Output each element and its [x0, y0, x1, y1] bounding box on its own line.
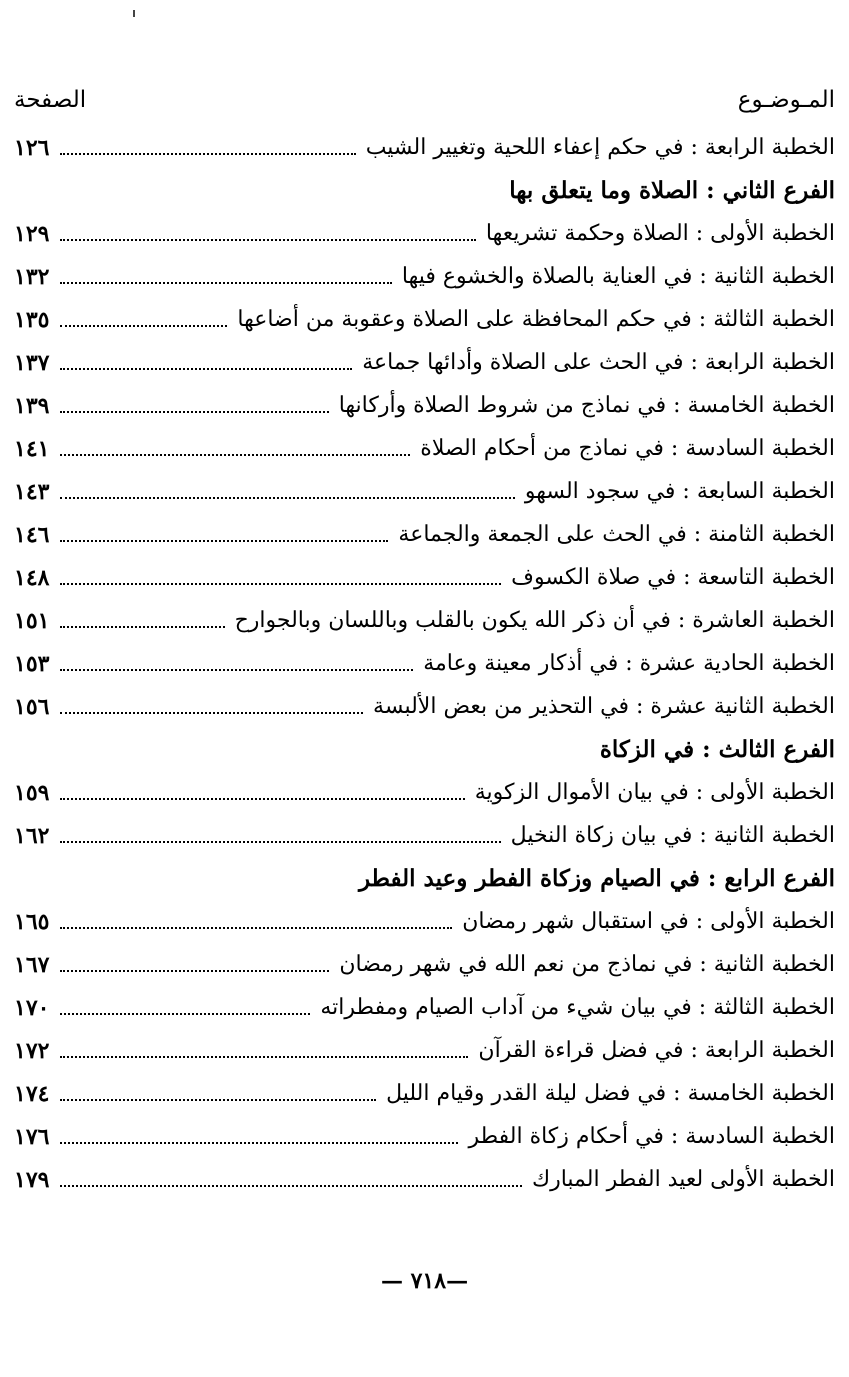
topic-column-label: المـوضـوع [737, 87, 835, 113]
toc-entry-title: الخطبة التاسعة : في صلاة الكسوف [511, 565, 835, 590]
toc-entry [14, 1072, 835, 1115]
toc-entry-page: ١٧٠ [14, 994, 50, 1021]
toc-entry [14, 513, 835, 556]
toc-entry-title: الخطبة الأولى : في استقبال شهر رمضان [462, 909, 835, 934]
dot-leader [60, 626, 225, 628]
toc-entry-title: الخطبة الثالثة : في حكم المحافظة على الصلاة وعقوبة من أضاعها [237, 307, 835, 332]
dot-leader [60, 282, 392, 284]
toc-entry-title: الخطبة الأولى : في بيان الأموال الزكوية [474, 780, 835, 805]
toc-entry-page: ١٤٣ [14, 478, 50, 505]
toc-entry [14, 427, 835, 470]
toc-entry-title: الخطبة الرابعة : في حكم إعفاء اللحية وتغيير الشيب [365, 135, 835, 160]
toc-section-title: الفرع الثالث : في الزكاة [599, 736, 835, 763]
toc-entry-page: ١٧٢ [14, 1037, 50, 1064]
toc-entry [14, 1029, 835, 1072]
dot-leader [60, 1185, 522, 1187]
toc-entry-page: ١٤٦ [14, 521, 50, 548]
toc-entry-title: الخطبة الرابعة : في فضل قراءة القرآن [478, 1038, 835, 1063]
toc-entry-page: ١٥٦ [14, 693, 50, 720]
toc-entry-title: الخطبة الحادية عشرة : في أذكار معينة وعامة [423, 651, 835, 676]
toc-entry [14, 900, 835, 943]
toc-entry-title: الخطبة الخامسة : في فضل ليلة القدر وقيام الليل [386, 1081, 835, 1106]
toc-entry-page: ١٦٥ [14, 908, 50, 935]
dot-leader [60, 798, 465, 800]
toc-entry [14, 599, 835, 642]
toc-entry-page: ١٣٩ [14, 392, 50, 419]
toc-entry-page: ١٢٦ [14, 134, 50, 161]
toc-entry-page: ١٣٥ [14, 306, 50, 333]
toc-entry-page: ١٥١ [14, 607, 50, 634]
toc-entry [14, 384, 835, 427]
toc-entry-title: الخطبة الثانية : في العناية بالصلاة والخشوع فيها [401, 264, 835, 289]
toc-entry-page: ١٣٢ [14, 263, 50, 290]
toc-entry [14, 642, 835, 685]
toc-entry [14, 556, 835, 599]
page-number: —٧١٨ — [380, 1268, 469, 1294]
dot-leader [60, 153, 356, 155]
toc-entry [14, 771, 835, 814]
dot-leader [60, 841, 501, 843]
dot-leader [60, 970, 329, 972]
dot-leader [60, 712, 363, 714]
toc-entry [14, 126, 835, 169]
toc-entry-page: ١٢٩ [14, 220, 50, 247]
toc-list [14, 126, 835, 1201]
toc-entry-title: الخطبة الرابعة : في الحث على الصلاة وأدائها جماعة [362, 350, 835, 375]
dot-leader [60, 325, 227, 327]
toc-entry-title: الخطبة العاشرة : في أن ذكر الله يكون بالقلب وباللسان وبالجوارح [234, 608, 835, 633]
toc-entry-title: الخطبة الثانية : في بيان زكاة النخيل [510, 823, 835, 848]
toc-entry-page: ١٥٣ [14, 650, 50, 677]
toc-entry-title: الخطبة الثانية : في نماذج من نعم الله في شهر رمضان [339, 952, 835, 977]
dot-leader [60, 1142, 458, 1144]
toc-entry-title: الخطبة الثالثة : في بيان شيء من آداب الصيام ومفطراته [320, 995, 835, 1020]
dot-leader [60, 239, 476, 241]
toc-entry-title: الخطبة الأولى لعيد الفطر المبارك [531, 1167, 835, 1192]
toc-entry-title: الخطبة السادسة : في نماذج من أحكام الصلاة [420, 436, 835, 461]
dot-leader [60, 1013, 310, 1015]
toc-entry [14, 1115, 835, 1158]
toc-entry-title: الخطبة الخامسة : في نماذج من شروط الصلاة وأركانها [338, 393, 835, 418]
toc-section-title: الفرع الثاني : الصلاة وما يتعلق بها [509, 177, 835, 204]
toc-section-heading [14, 857, 835, 900]
toc-entry [14, 814, 835, 857]
toc-entry [14, 943, 835, 986]
toc-section-title: الفرع الرابع : في الصيام وزكاة الفطر وعيد الفطر [358, 865, 835, 892]
dot-leader [60, 540, 388, 542]
toc-entry-page: ١٦٧ [14, 951, 50, 978]
toc-entry-page: ١٦٢ [14, 822, 50, 849]
toc-entry [14, 255, 835, 298]
toc-entry-title: الخطبة الأولى : الصلاة وحكمة تشريعها [485, 221, 835, 246]
toc-entry-title: الخطبة الثامنة : في الحث على الجمعة والجماعة [398, 522, 835, 547]
toc-entry-title: الخطبة الثانية عشرة : في التحذير من بعض الألبسة [373, 694, 835, 719]
dot-leader [60, 1099, 376, 1101]
toc-entry-page: ١٧٩ [14, 1166, 50, 1193]
toc-section-heading [14, 728, 835, 771]
page-column-label: الصفحة [14, 87, 87, 113]
dot-leader [60, 368, 352, 370]
dot-leader [60, 669, 413, 671]
toc-entry [14, 470, 835, 513]
dot-leader [60, 1056, 468, 1058]
toc-entry-page: ١٤٨ [14, 564, 50, 591]
toc-entry-title: الخطبة السابعة : في سجود السهو [524, 479, 835, 504]
toc-entry [14, 986, 835, 1029]
toc-entry [14, 1158, 835, 1201]
dot-leader [60, 411, 329, 413]
toc-entry-page: ١٥٩ [14, 779, 50, 806]
dot-leader [60, 454, 410, 456]
toc-entry-title: الخطبة السادسة : في أحكام زكاة الفطر [468, 1124, 835, 1149]
dot-leader [60, 497, 515, 499]
dot-leader [60, 583, 501, 585]
toc-header [14, 80, 835, 120]
toc-entry [14, 341, 835, 384]
toc-entry-page: ١٣٧ [14, 349, 50, 376]
dot-leader [60, 927, 452, 929]
toc-entry [14, 212, 835, 255]
scan-speck [133, 10, 135, 17]
toc-entry-page: ١٤١ [14, 435, 50, 462]
toc-entry-page: ١٧٦ [14, 1123, 50, 1150]
toc-entry [14, 298, 835, 341]
toc-entry-page: ١٧٤ [14, 1080, 50, 1107]
toc-section-heading [14, 169, 835, 212]
toc-entry [14, 685, 835, 728]
